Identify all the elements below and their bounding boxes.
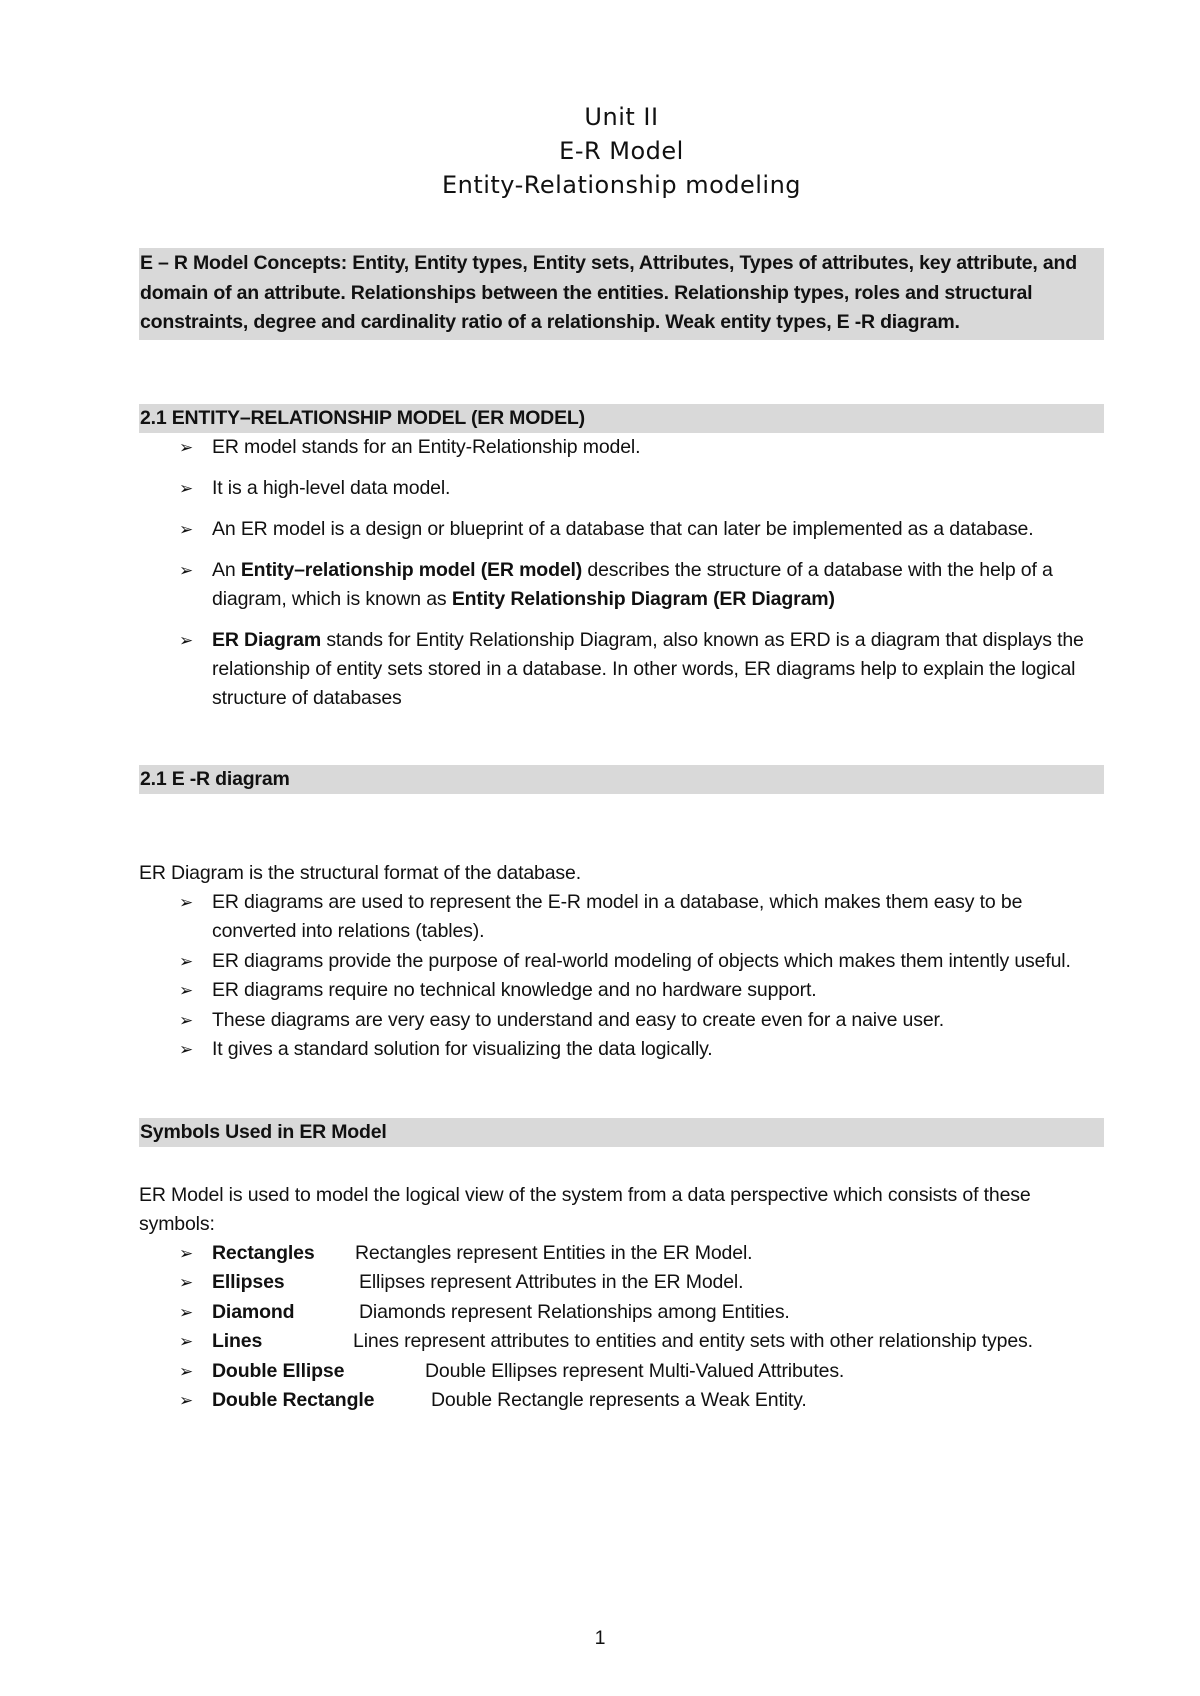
arrow-bullet-icon: ➢ (179, 951, 194, 971)
page-number: 1 (594, 1627, 606, 1649)
arrow-bullet-icon: ➢ (179, 1040, 194, 1059)
title-block (139, 100, 1104, 202)
bold-term: ER Diagram (212, 628, 322, 651)
arrow-bullet-icon: ➢ (179, 1010, 194, 1030)
symbol-term: Diamond (212, 1300, 295, 1323)
model-title: E-R Model (559, 137, 684, 165)
er-model-bullet-list (139, 433, 1104, 713)
list-item (139, 1327, 1104, 1357)
symbols-bullet-list (139, 1239, 1104, 1416)
section-heading-er-diagram: 2.1 E -R diagram (139, 765, 1104, 794)
list-item (139, 1298, 1104, 1328)
list-item: ➢ ER diagrams are used to represent the E-R model in a database, which makes them easy to be converted into relations (tables). (139, 888, 1104, 947)
bold-term: Entity Relationship Diagram (ER Diagram) (451, 587, 835, 610)
arrow-bullet-icon: ➢ (179, 1243, 194, 1263)
symbol-description: Ellipses represent Attributes in the ER Model. (359, 1271, 744, 1293)
list-item: ➢ These diagrams are very easy to understand and easy to create even for a naive user. (139, 1006, 1104, 1036)
list-item: ➢ ER diagrams provide the purpose of real-world modeling of objects which makes them intently useful. (139, 947, 1104, 977)
list-item (139, 1386, 1104, 1416)
symbol-term: Lines (212, 1330, 263, 1352)
symbol-description: Rectangles represent Entities in the ER Model. (355, 1241, 753, 1264)
symbols-intro: ER Model is used to model the logical view of the system from a data perspective which consists of these symbols: (139, 1183, 1031, 1235)
section-heading-symbols: Symbols Used in ER Model (139, 1118, 1104, 1147)
arrow-bullet-icon: ➢ (179, 1302, 194, 1322)
arrow-bullet-icon: ➢ (179, 1273, 194, 1292)
arrow-bullet-icon: ➢ (179, 630, 194, 650)
symbol-description: Double Rectangle represents a Weak Entity. (431, 1389, 807, 1411)
list-item: ➢ An ER model is a design or blueprint of a database that can later be implemented as a database. (139, 515, 1104, 544)
list-item: ➢ It gives a standard solution for visualizing the data logically. (139, 1035, 1104, 1065)
symbol-description: Lines represent attributes to entities and entity sets with other relationship types. (353, 1330, 1033, 1352)
list-item: ➢ An Entity–relationship model (ER model) describes the structure of a database with the help of a diagram, which is known as Entity Relationship Diagram (ER Diagram) (139, 556, 1104, 614)
symbol-term: Double Ellipse (212, 1359, 345, 1382)
er-diagram-bullet-list (139, 888, 1104, 1065)
symbol-description: Double Ellipses represent Multi-Valued Attributes. (425, 1359, 845, 1382)
arrow-bullet-icon: ➢ (179, 437, 194, 457)
list-item: ➢ ER Diagram stands for Entity Relationship Diagram, also known as ERD is a diagram that displays the relationship of entity sets stored in a database. In other words, ER diagrams help to explain the logical structure of databases (139, 626, 1104, 713)
list-item (139, 1239, 1104, 1269)
arrow-bullet-icon: ➢ (179, 478, 194, 498)
symbol-term: Double Rectangle (212, 1389, 375, 1411)
symbol-term: Ellipses (212, 1271, 285, 1293)
bold-term: Entity–relationship model (ER model) (240, 558, 583, 581)
list-item: ➢ It is a high-level data model. (139, 474, 1104, 503)
arrow-bullet-icon: ➢ (179, 892, 194, 912)
list-item (139, 1268, 1104, 1298)
arrow-bullet-icon: ➢ (179, 1391, 194, 1410)
topic-title: Entity-Relationship modeling (441, 171, 802, 199)
list-item (139, 1357, 1104, 1387)
er-diagram-intro: ER Diagram is the structural format of the database. (139, 861, 581, 884)
unit-title: Unit II (584, 103, 659, 131)
concepts-summary: E – R Model Concepts: Entity, Entity types, Entity sets, Attributes, Types of attributes, key attribute, and domain of an attribute. Relationships between the entities. Relationship types, roles and structural constraints, degree and cardinality ratio of a relationship. Weak entity types, E -R diagram. (139, 248, 1104, 340)
symbol-term: Rectangles (212, 1241, 315, 1264)
arrow-bullet-icon: ➢ (179, 1361, 194, 1381)
arrow-bullet-icon: ➢ (179, 560, 194, 580)
section-heading-er-model: 2.1 ENTITY–RELATIONSHIP MODEL (ER MODEL) (139, 404, 1104, 433)
list-item: ➢ ER diagrams require no technical knowledge and no hardware support. (139, 976, 1104, 1006)
arrow-bullet-icon: ➢ (179, 981, 194, 1000)
arrow-bullet-icon: ➢ (179, 519, 194, 539)
arrow-bullet-icon: ➢ (179, 1332, 194, 1351)
list-item: ➢ ER model stands for an Entity-Relationship model. (139, 433, 1104, 462)
symbol-description: Diamonds represent Relationships among Entities. (359, 1300, 790, 1323)
